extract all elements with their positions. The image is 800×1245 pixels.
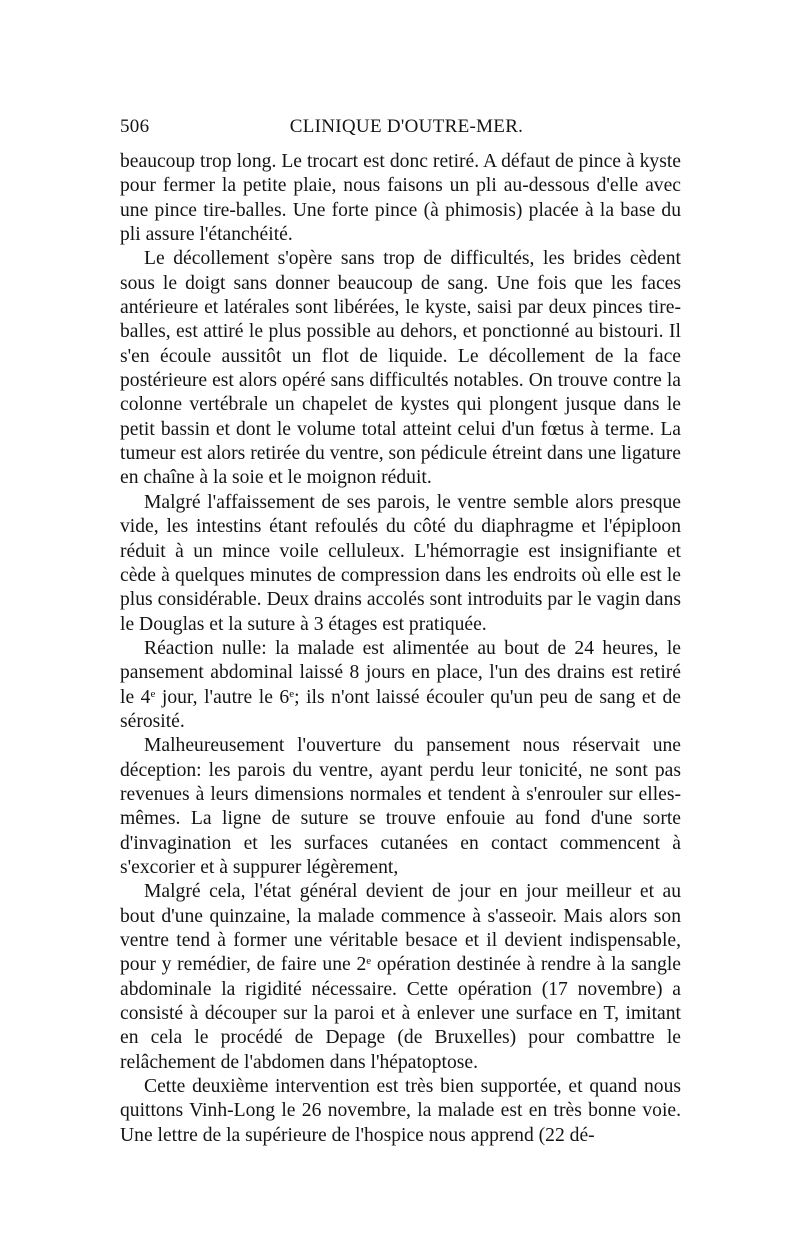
book-page [120,116,681,1148]
running-title: CLINIQUE D'OUTRE-MER. [289,116,524,137]
paragraph: Malgré l'affaissement de ses parois, le ventre semble alors presque vide, les intestins étant refoulés du côté du diaphragme et l'épiploon réduit à un mince voile celluleux. L'hémorragie est insignifiante et cède à quelques minutes de compression dans les endroits où elle est le plus considérable. Deux drains accolés sont introduits par le vagin dans le Douglas et la suture à 3 étages est pratiquée. [120,491,681,635]
paragraph: Le décollement s'opère sans trop de difficultés, les brides cèdent sous le doigt sans donner beaucoup de sang. Une fois que les faces antérieure et latérales sont libérées, le kyste, saisi par deux pinces tire-balles, est attiré le plus possible au dehors, et ponctionné au bistouri. Il s'en écoule aussitôt un flot de liquide. Le décollement de la face postérieure est alors opéré sans difficultés notables. On trouve contre la colonne vertébrale un chapelet de kystes qui plongent jusque dans le petit bassin et dont le volume total atteint celui d'un fœtus à terme. La tumeur est alors retirée du ventre, son pédicule étreint dans une ligature en chaîne à la soie et le moignon réduit. [120,248,681,489]
page-header [120,116,681,146]
paragraph: Réaction nulle: la malade est alimentée au bout de 24 heures, le pansement abdominal laissé 8 jours en place, l'un des drains est retiré le 4e jour, l'autre le 6e; ils n'ont laissé écouler qu'un peu de sang et de sérosité. [120,637,681,732]
paragraph: Malheureusement l'ouverture du pansement nous réservait une déception: les parois du ventre, ayant perdu leur tonicité, ne sont pas revenues à leurs dimensions normales et tendent à s'enrouler sur elles-mêmes. La ligne de suture se trouve enfouie au fond d'une sorte d'invagination et les surfaces cutanées en contact commencent à s'excorier et à suppurer légèrement, [120,735,681,878]
paragraph: beaucoup trop long. Le trocart est donc retiré. A défaut de pince à kyste pour fermer la petite plaie, nous faisons un pli au-dessous d'elle avec une pince tire-balles. Une forte pince (à phimosis) placée à la base du pli assure l'étanchéité. [120,151,681,246]
paragraph: Malgré cela, l'état général devient de jour en jour meilleur et au bout d'une quinzaine, la malade commence à s'asseoir. Mais alors son ventre tend à former une véritable besace et il devient indispensable, pour y remédier, de faire une 2e opération destinée à rendre à la sangle abdominale la rigidité nécessaire. Cette opération (17 novembre) a consisté à découper sur la paroi et à enlever une surface en T, imitant en cela le procédé de Depage (de Bruxelles) pour combattre le relâchement de l'abdomen dans l'hépatoptose. [120,881,682,1073]
body-text [120,150,681,1148]
page-number: 506 [120,116,150,137]
paragraph: Cette deuxième intervention est très bien supportée, et quand nous quittons Vinh-Long le 26 novembre, la malade est en très bonne voie. Une lettre de la supérieure de l'hospice nous apprend (22 dé- [120,1076,681,1146]
